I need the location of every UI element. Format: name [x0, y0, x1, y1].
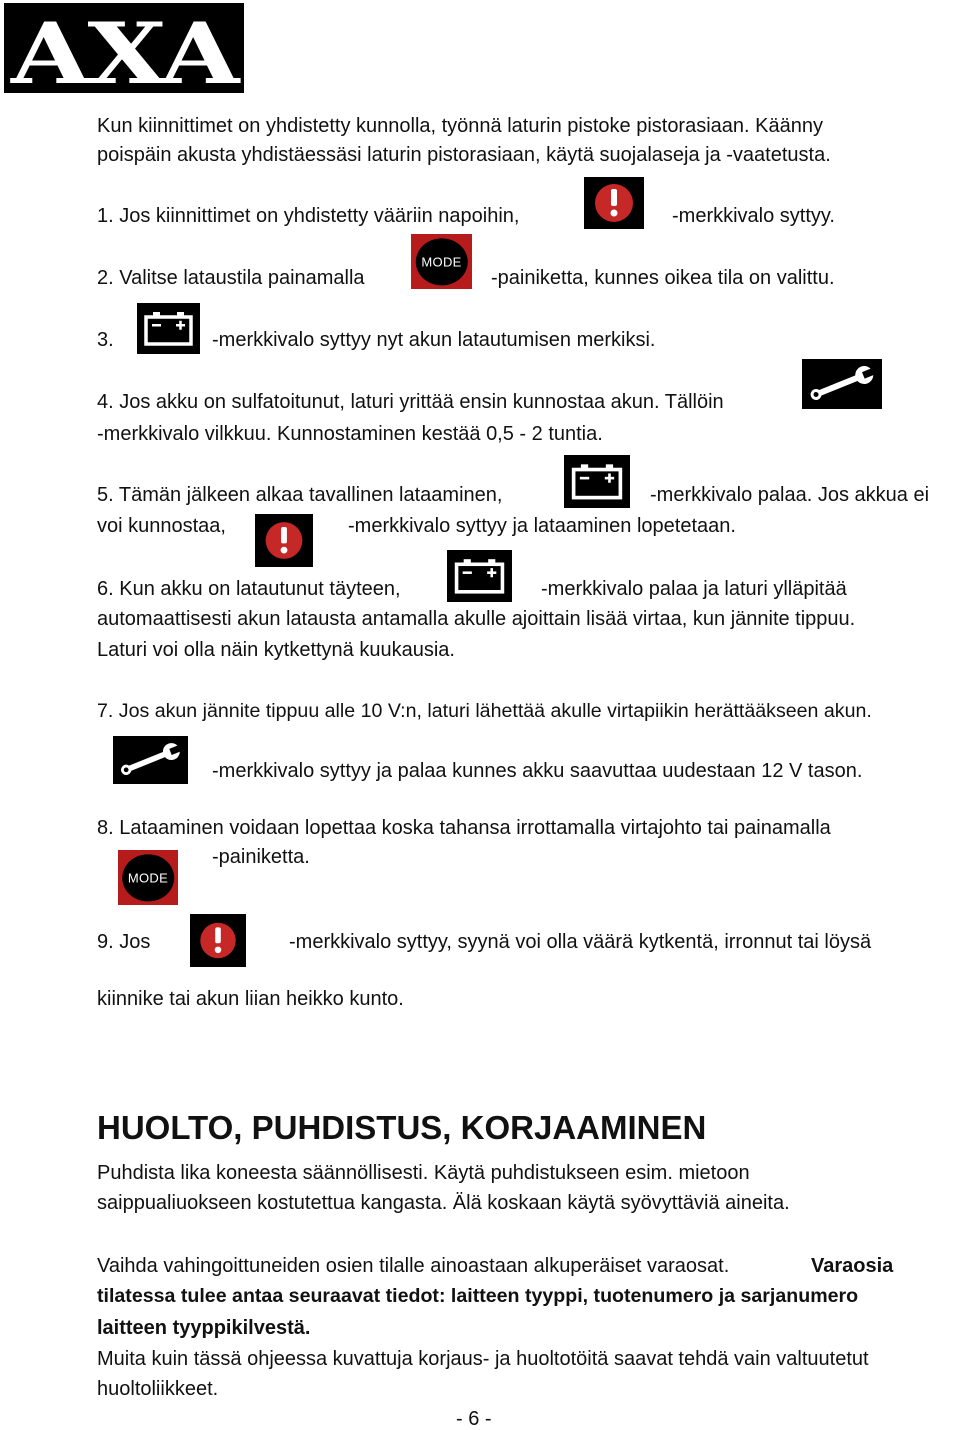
mode-button-icon	[411, 234, 472, 289]
maintenance-p2-bold-3: laitteen tyyppikilvestä.	[97, 1317, 311, 1339]
mode-icon-label: MODE	[127, 869, 169, 885]
step-9-line-2: kiinnike tai akun liian heikko kunto.	[97, 988, 404, 1010]
step-8-line-1: 8. Lataaminen voidaan lopettaa koska tahansa irrottamalla virtajohto tai painamalla	[97, 817, 831, 839]
step-2-text: 2. Valitse lataustila painamalla	[97, 267, 365, 289]
battery-icon	[564, 455, 630, 508]
warning-icon	[255, 514, 313, 567]
step-9-text: 9. Jos	[97, 931, 151, 953]
step-4-line-1: 4. Jos akku on sulfatoitunut, laturi yrittää ensin kunnostaa akun. Tällöin	[97, 391, 724, 413]
step-7-line-2: -merkkivalo syttyy ja palaa kunnes akku saavuttaa uudestaan 12 V tason.	[212, 760, 863, 782]
maintenance-p1-line-2: saippualiuokseen kostutettua kangasta. Älä koskaan käytä syövyttäviä aineita.	[97, 1192, 790, 1214]
step-5-line-1: 5. Tämän jälkeen alkaa tavallinen lataaminen,	[97, 484, 503, 506]
step-6-line-1-suffix: -merkkivalo palaa ja laturi ylläpitää	[541, 578, 847, 600]
maintenance-p1-line-1: Puhdista lika koneesta säännöllisesti. Käytä puhdistukseen esim. mietoon	[97, 1162, 750, 1184]
step-5-line-2-suffix: -merkkivalo syttyy ja lataaminen lopetetaan.	[348, 515, 736, 537]
step-5-line-1-suffix: -merkkivalo palaa. Jos akkua ei	[650, 484, 930, 506]
step-1-suffix: -merkkivalo syttyy.	[672, 205, 835, 227]
maintenance-p2-line-1: Vaihda vahingoittuneiden osien tilalle ainoastaan alkuperäiset varaosat.	[97, 1255, 730, 1277]
wrench-icon	[113, 736, 188, 784]
battery-icon	[447, 550, 512, 602]
step-7-line-1: 7. Jos akun jännite tippuu alle 10 V:n, laturi lähettää akulle virtapiikin herättääkseen akun.	[97, 700, 872, 722]
maintenance-p3-line-2: huoltoliikkeet.	[97, 1378, 219, 1400]
warning-icon	[584, 177, 644, 229]
logo-text: AXA	[9, 4, 242, 93]
maintenance-p3-line-1: Muita kuin tässä ohjeessa kuvattuja korjaus- ja huoltotöitä saavat tehdä vain valtuutetut	[97, 1348, 869, 1370]
step-6-line-1: 6. Kun akku on latautunut täyteen,	[97, 578, 401, 600]
step-3-number: 3.	[97, 329, 114, 351]
step-1-text: 1. Jos kiinnittimet on yhdistetty vääriin napoihin,	[97, 205, 520, 227]
step-4-line-2: -merkkivalo vilkkuu. Kunnostaminen kestää 0,5 - 2 tuntia.	[97, 423, 603, 445]
intro-line-2: poispäin akusta yhdistäessäsi laturin pistorasiaan, käytä suojalaseja ja -vaatetusta.	[97, 144, 831, 166]
step-6-line-3: Laturi voi olla näin kytkettynä kuukausia.	[97, 639, 455, 661]
step-3-text: -merkkivalo syttyy nyt akun latautumisen merkiksi.	[212, 329, 656, 351]
intro-line-1: Kun kiinnittimet on yhdistetty kunnolla, työnnä laturin pistoke pistorasiaan. Käänny	[97, 115, 823, 137]
page-number: - 6 -	[456, 1408, 492, 1430]
mode-button-icon	[118, 850, 178, 905]
step-8-line-2: -painiketta.	[212, 846, 310, 868]
battery-icon	[137, 303, 200, 354]
maintenance-p2-bold-1: Varaosia	[811, 1255, 894, 1277]
step-6-line-2: automaattisesti akun latausta antamalla akulle ajoittain lisää virtaa, kun jännite tippuu.	[97, 608, 856, 630]
wrench-icon	[802, 359, 882, 409]
step-5-line-2: voi kunnostaa,	[97, 515, 226, 537]
warning-icon	[190, 914, 246, 967]
step-2-suffix: -painiketta, kunnes oikea tila on valittu.	[491, 267, 835, 289]
section-heading: HUOLTO, PUHDISTUS, KORJAAMINEN	[97, 1109, 707, 1146]
maintenance-p2-bold-2: tilatessa tulee antaa seuraavat tiedot: laitteen tyyppi, tuotenumero ja sarjanumero	[97, 1285, 859, 1307]
step-9-suffix: -merkkivalo syttyy, syynä voi olla väärä kytkentä, irronnut tai löysä	[289, 931, 872, 953]
mode-icon-label: MODE	[421, 253, 462, 269]
axa-logo	[4, 3, 244, 93]
